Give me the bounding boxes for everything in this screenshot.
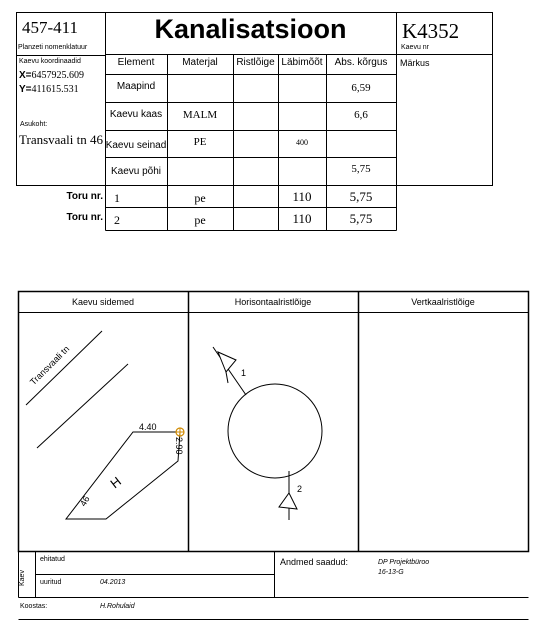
- header-abs: Abs. kõrgus: [334, 57, 388, 68]
- header-section: Ristlõige: [236, 57, 275, 68]
- sheet-number: 457-411: [22, 18, 79, 37]
- author-value: H.Rohulaid: [100, 603, 135, 610]
- street-label: Transvaali tn: [28, 343, 72, 388]
- col-title-vertical: Vertkaalristlõige: [411, 297, 475, 307]
- location-caption: Asukoht:: [20, 121, 48, 128]
- built-label: ehitatud: [40, 556, 65, 563]
- coord-x: [19, 70, 84, 81]
- coord-y: [19, 84, 79, 95]
- pipe-label: Toru nr.: [66, 212, 103, 223]
- row-material: PE: [193, 136, 207, 148]
- coord-x-label: X=: [19, 70, 32, 81]
- row-element: Maapind: [116, 81, 156, 92]
- pipe-2-label: 2: [297, 484, 303, 494]
- source-code: 16-13-G: [378, 569, 404, 576]
- coords-caption: Kaevu koordinaadid: [19, 58, 81, 65]
- dim-right: 2.90: [174, 437, 184, 455]
- row-material: MALM: [182, 109, 218, 121]
- pipe-diameter: 110: [292, 189, 312, 204]
- pipe-label: Toru nr.: [66, 191, 103, 202]
- row-abs: 6,6: [354, 109, 368, 121]
- row-element: Kaevu kaas: [109, 109, 163, 120]
- header-diameter: Läbimõõt: [281, 57, 323, 68]
- sheet-caption: Planzeti nomenklatuur: [18, 44, 88, 51]
- pipe-diameter: 110: [292, 211, 312, 226]
- source-label: Andmed saadud:: [280, 557, 349, 567]
- building-letter: H: [107, 473, 125, 492]
- well-caption: Kaevu nr: [401, 44, 430, 51]
- pipe-abs: 5,75: [349, 211, 373, 226]
- page-title: Kanalisatsioon: [154, 14, 347, 44]
- well-id: K4352: [402, 19, 460, 43]
- pipe-1-label: 1: [241, 368, 247, 378]
- coord-x-value: 6457925.609: [31, 70, 85, 81]
- pipe-material: pe: [194, 213, 206, 227]
- pipe-abs: 5,75: [349, 189, 373, 204]
- surveyed-label: uuritud: [40, 579, 62, 586]
- row-abs: 6,59: [351, 82, 371, 94]
- author-label: Koostas:: [20, 603, 48, 610]
- pipe-material: pe: [194, 191, 206, 205]
- dim-top: 4.40: [139, 422, 157, 432]
- footer-side-label: Kaev: [19, 570, 26, 586]
- surveyed-value: 04.2013: [100, 579, 126, 586]
- header-material: Materjal: [182, 57, 218, 68]
- pipe-2-arrow-icon: [279, 471, 297, 520]
- pipe-number: 2: [114, 213, 120, 227]
- well-marker: [176, 428, 184, 436]
- building-number: 46: [78, 494, 92, 508]
- pipe-number: 1: [114, 191, 120, 205]
- row-abs: 5,75: [351, 163, 371, 175]
- notes-header: Märkus: [400, 58, 430, 68]
- source-value: DP Projektbüroo: [378, 559, 430, 566]
- row-element: Kaevu põhi: [110, 166, 162, 177]
- col-title-horizontal: Horisontaalristlõige: [234, 297, 312, 307]
- header-element: Element: [117, 57, 155, 68]
- coord-y-label: Y=: [19, 84, 32, 95]
- row-element: Kaevu seinad: [105, 140, 167, 151]
- coord-y-value: 411615.531: [31, 84, 79, 95]
- row-diameter: 400: [296, 138, 308, 147]
- col-title-connections: Kaevu sidemed: [71, 297, 135, 307]
- location-address: Transvaali tn 46: [19, 132, 104, 147]
